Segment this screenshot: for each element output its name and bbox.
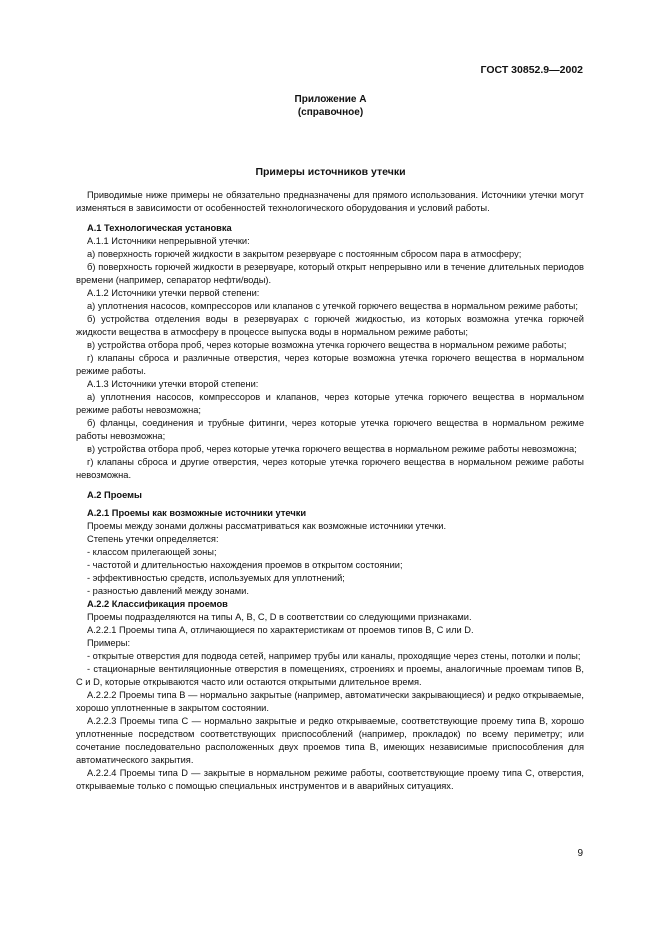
annex-block [0, 93, 661, 119]
a2-2-list-item-1: - открытые отверстия для подвода сетей, например трубы или каналы, проходящие через стены, потолки и полы; [87, 651, 581, 661]
a2-1-list-item-2: - частотой и длительностью нахождения проемов в открытом состоянии; [87, 560, 403, 570]
a1-3-item-d: г) клапаны сброса и другие отверстия, через которые утечка горючего вещества в нормальном режиме работы невозможна. [76, 457, 584, 480]
a2-2-paragraph-1: Проемы подразделяются на типы А, В, С, D в соответствии со следующими признаками. [87, 612, 472, 622]
a1-1-item-b: б) поверхность горючей жидкости в резервуаре, который открыт непрерывно или в течение длительных периодов времени (например, сепаратор нефти/воды). [76, 262, 584, 285]
a1-3-title: А.1.3 Источники утечки второй степени: [87, 379, 259, 389]
page-number: 9 [577, 848, 583, 859]
a2-2-paragraph-6: А.2.2.4 Проемы типа D — закрытые в нормальном режиме работы, соответствующие проему типа С, отверстия, открываемые только с помощью специальных инструментов и в аварийных ситуациях. [76, 768, 584, 791]
a2-1-list-item-4: - разностью давлений между зонами. [87, 586, 249, 596]
a1-2-title: А.1.2 Источники утечки первой степени: [87, 288, 260, 298]
a1-3-item-c: в) устройства отбора проб, через которые утечка горючего вещества в нормальном режиме работы невозможна; [87, 444, 577, 454]
a2-2-paragraph-5: А.2.2.3 Проемы типа С — нормально закрытые и редко открываемые, соответствующие проему типа В, хорошо уплотненные посредством соответствующих приспособлений (например, прокладок) по всему периметру; или сочетание последовательно расположенных двух проемов типа В, имеющих независимые приспособления для автоматического закрытия. [76, 716, 584, 765]
a1-3-item-a: а) уплотнения насосов, компрессоров и клапанов, через которые утечка горючего вещества в нормальном режиме работы невозможна; [76, 392, 584, 415]
annex-title: Приложение А [294, 94, 367, 105]
document-body [76, 189, 584, 793]
a2-1-paragraph-2: Степень утечки определяется: [87, 534, 219, 544]
a1-1-item-a: а) поверхность горючей жидкости в закрытом резервуаре с постоянным сбросом пара в атмосферу; [87, 249, 522, 259]
a1-1-title: А.1.1 Источники непрерывной утечки: [87, 236, 250, 246]
standard-header: ГОСТ 30852.9—2002 [480, 64, 583, 76]
a2-1-list-item-3: - эффективностью средств, используемых для уплотнений; [87, 573, 345, 583]
a2-1-paragraph-1: Проемы между зонами должны рассматриваться как возможные источники утечки. [87, 521, 447, 531]
a2-1-heading: А.2.1 Проемы как возможные источники утечки [87, 508, 307, 518]
a2-2-paragraph-3: Примеры: [87, 638, 131, 648]
a2-2-paragraph-4: А.2.2.2 Проемы типа В — нормально закрытые (например, автоматически закрывающиеся) и редко открываемые, хорошо уплотненные в закрытом состоянии. [76, 690, 584, 713]
a2-2-heading: А.2.2 Классификация проемов [87, 599, 228, 609]
a2-1-list-item-1: - классом прилегающей зоны; [87, 547, 217, 557]
section-a2-heading: А.2 Проемы [87, 490, 142, 500]
intro-paragraph: Приводимые ниже примеры не обязательно предназначены для прямого использования. Источники утечки могут изменяться в зависимости от особенностей технологического оборудования и условий работы. [76, 190, 584, 213]
page-title: Примеры источников утечки [255, 166, 406, 178]
a2-2-paragraph-2: А.2.2.1 Проемы типа А, отличающиеся по характеристикам от проемов типов В, С или D. [87, 625, 474, 635]
a1-2-item-a: а) уплотнения насосов, компрессоров или клапанов с утечкой горючего вещества в нормальном режиме работы; [87, 301, 578, 311]
a1-2-item-c: в) устройства отбора проб, через которые возможна утечка горючего вещества в нормальном режиме работы; [87, 340, 567, 350]
annex-note: (справочное) [297, 107, 364, 118]
section-a1-heading: А.1 Технологическая установка [87, 223, 232, 233]
a1-2-item-d: г) клапаны сброса и различные отверстия, через которые возможна утечка горючего вещества в нормальном режиме работы. [76, 353, 584, 376]
a1-3-item-b: б) фланцы, соединения и трубные фитинги, через которые утечка горючего вещества в нормальном режиме работы невозможна; [76, 418, 584, 441]
a1-2-item-b: б) устройства отделения воды в резервуарах с горючей жидкостью, из которых возможна утечка горючей жидкости вещества в атмосферу в процессе выпуска воды в нормальном режиме работы; [76, 314, 584, 337]
a2-2-list-item-2: - стационарные вентиляционные отверстия в помещениях, строениях и проемы, аналогичные проемам типов В, С и D, которые открываются часто или остаются открытыми длительное время. [76, 664, 584, 687]
